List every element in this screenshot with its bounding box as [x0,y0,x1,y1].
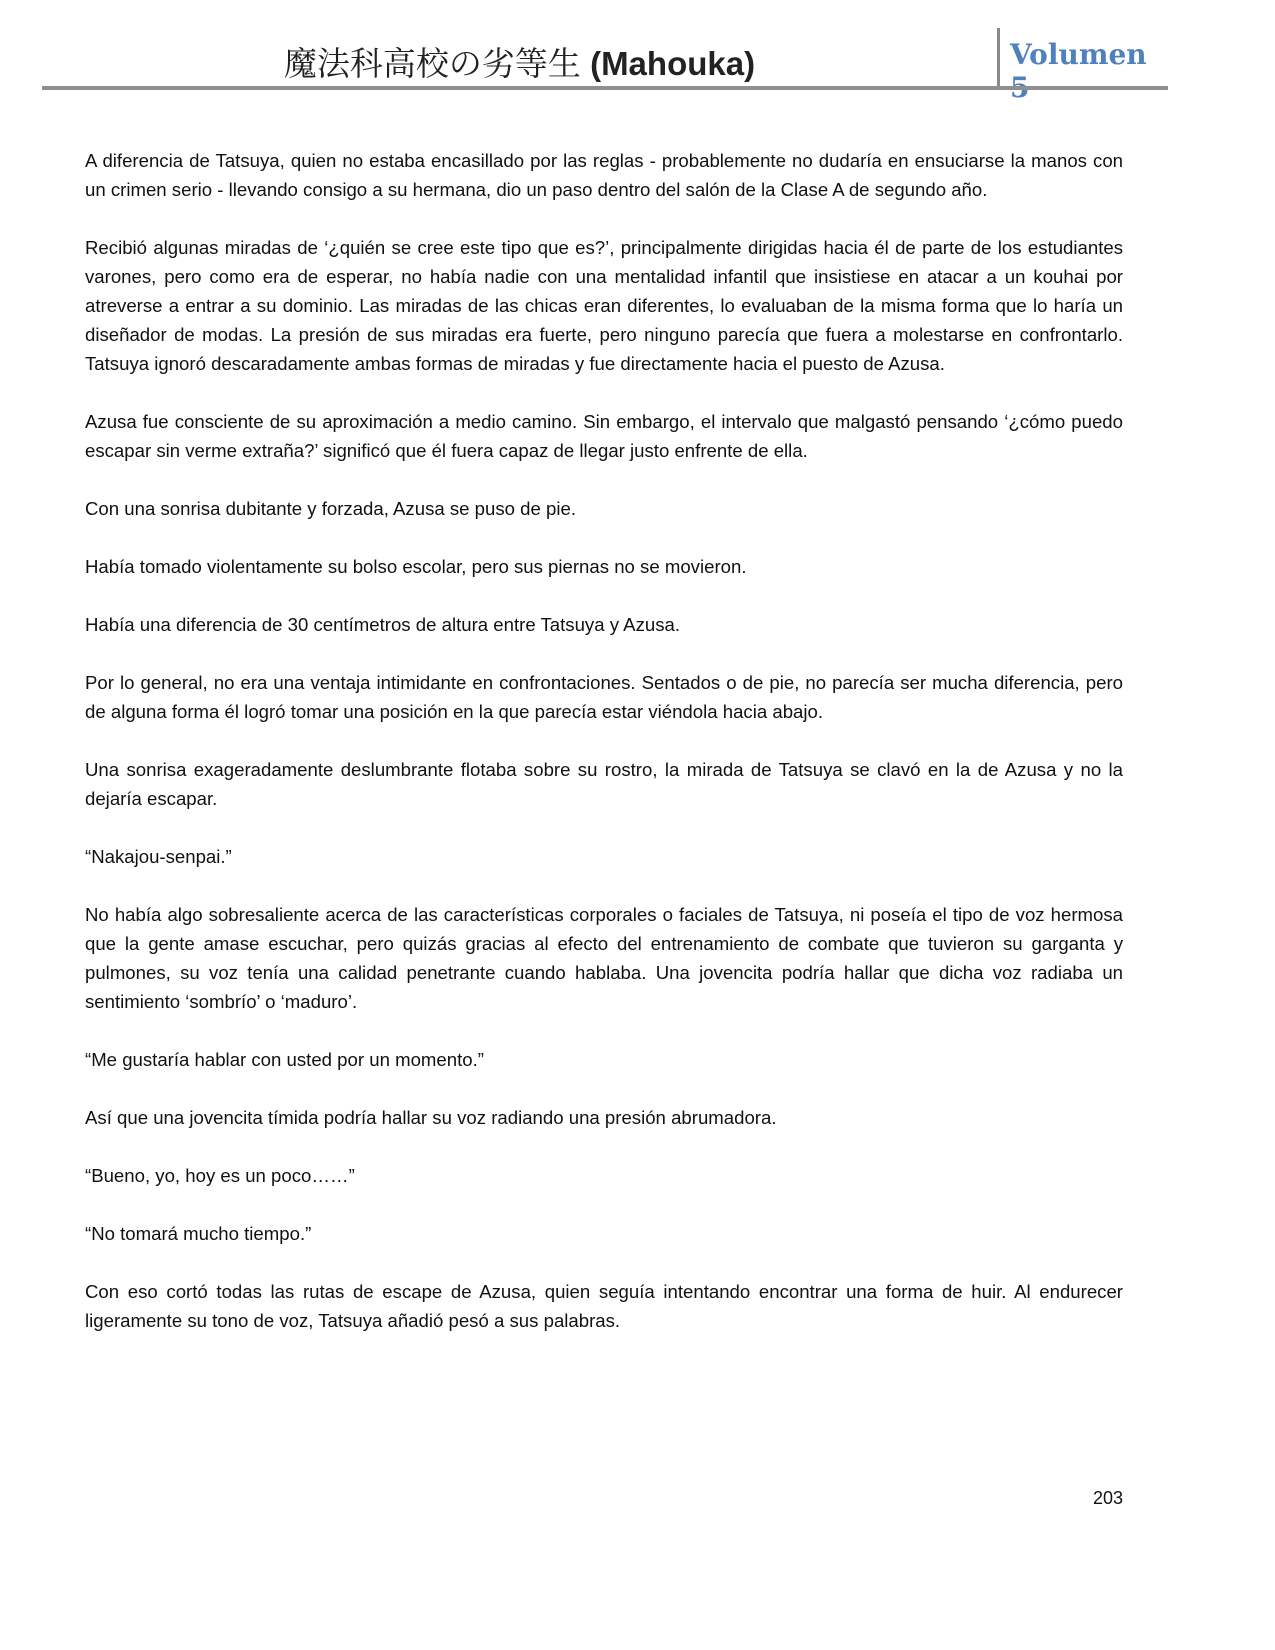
page-number: 203 [1092,1488,1123,1508]
book-title [42,38,997,85]
paragraph: Azusa fue consciente de su aproximación a medio camino. Sin embargo, el intervalo que malgastó pensando ‘¿cómo puedo escapar sin verme extraña?’ significó que él fuera capaz de llegar justo enfrente de ella. [85,411,1123,461]
paragraph: Había una diferencia de 30 centímetros de altura entre Tatsuya y Azusa. [85,614,681,635]
paragraph: No había algo sobresaliente acerca de las características corporales o faciales de Tatsuya, ni poseía el tipo de voz hermosa que la gente amase escuchar, pero quizás gracias al efecto del entrenamiento de combate que tuvieron su garganta y pulmones, su voz tenía una calidad penetrante cuando hablaba. Una jovencita podría hallar que dicha voz radiaba un sentimiento ‘sombrío’ o ‘maduro’. [85,904,1123,1012]
paragraph: Por lo general, no era una ventaja intimidante en confrontaciones. Sentados o de pie, no parecía ser mucha diferencia, pero de alguna forma él logró tomar una posición en la que parecía estar viéndola hacia abajo. [85,672,1123,722]
paragraph: Una sonrisa exageradamente deslumbrante flotaba sobre su rostro, la mirada de Tatsuya se clavó en la de Azusa y no la dejaría escapar. [85,759,1123,809]
paragraph: “No tomará mucho tiempo.” [85,1223,312,1244]
book-title-latin: (Mahouka) [590,45,756,82]
paragraph: Había tomado violentamente su bolso escolar, pero sus piernas no se movieron. [85,556,747,577]
volume-label: Volumen [1010,38,1147,71]
paragraph: Así que una jovencita tímida podría hallar su voz radiando una presión abrumadora. [85,1107,777,1128]
paragraph: “Nakajou-senpai.” [85,846,232,867]
paragraph: “Bueno, yo, hoy es un poco……” [85,1165,355,1186]
paragraph: A diferencia de Tatsuya, quien no estaba encasillado por las reglas - probablemente no dudaría en ensuciarse la manos con un crimen serio - llevando consigo a su hermana, dio un paso dentro del salón de la Clase A de segundo año. [85,150,1123,200]
header-rule [42,86,1168,90]
book-title-japanese: 魔法科高校の劣等生 [283,45,581,82]
header-divider [997,28,1000,90]
paragraph: Recibió algunas miradas de ‘¿quién se cree este tipo que es?’, principalmente dirigidas hacia él de parte de los estudiantes varones, pero como era de esperar, no había nadie con una mentalidad infantil que insistiese en atacar a un kouhai por atreverse a entrar a su dominio. Las miradas de las chicas eran diferentes, lo evaluaban de la misma forma que lo haría un diseñador de modas. La presión de sus miradas era fuerte, pero ninguno parecía que fuera a molestarse en confrontarlo. Tatsuya ignoró descaradamente ambas formas de miradas y fue directamente hacia el puesto de Azusa. [85,237,1123,374]
paragraph: “Me gustaría hablar con usted por un momento.” [85,1049,484,1070]
body-text [85,146,1123,1364]
page-header [42,28,1167,90]
paragraph: Con una sonrisa dubitante y forzada, Azusa se puso de pie. [85,498,576,519]
paragraph: Con eso cortó todas las rutas de escape de Azusa, quien seguía intentando encontrar una forma de huir. Al endurecer ligeramente su tono de voz, Tatsuya añadió pesó a sus palabras. [85,1281,1123,1331]
